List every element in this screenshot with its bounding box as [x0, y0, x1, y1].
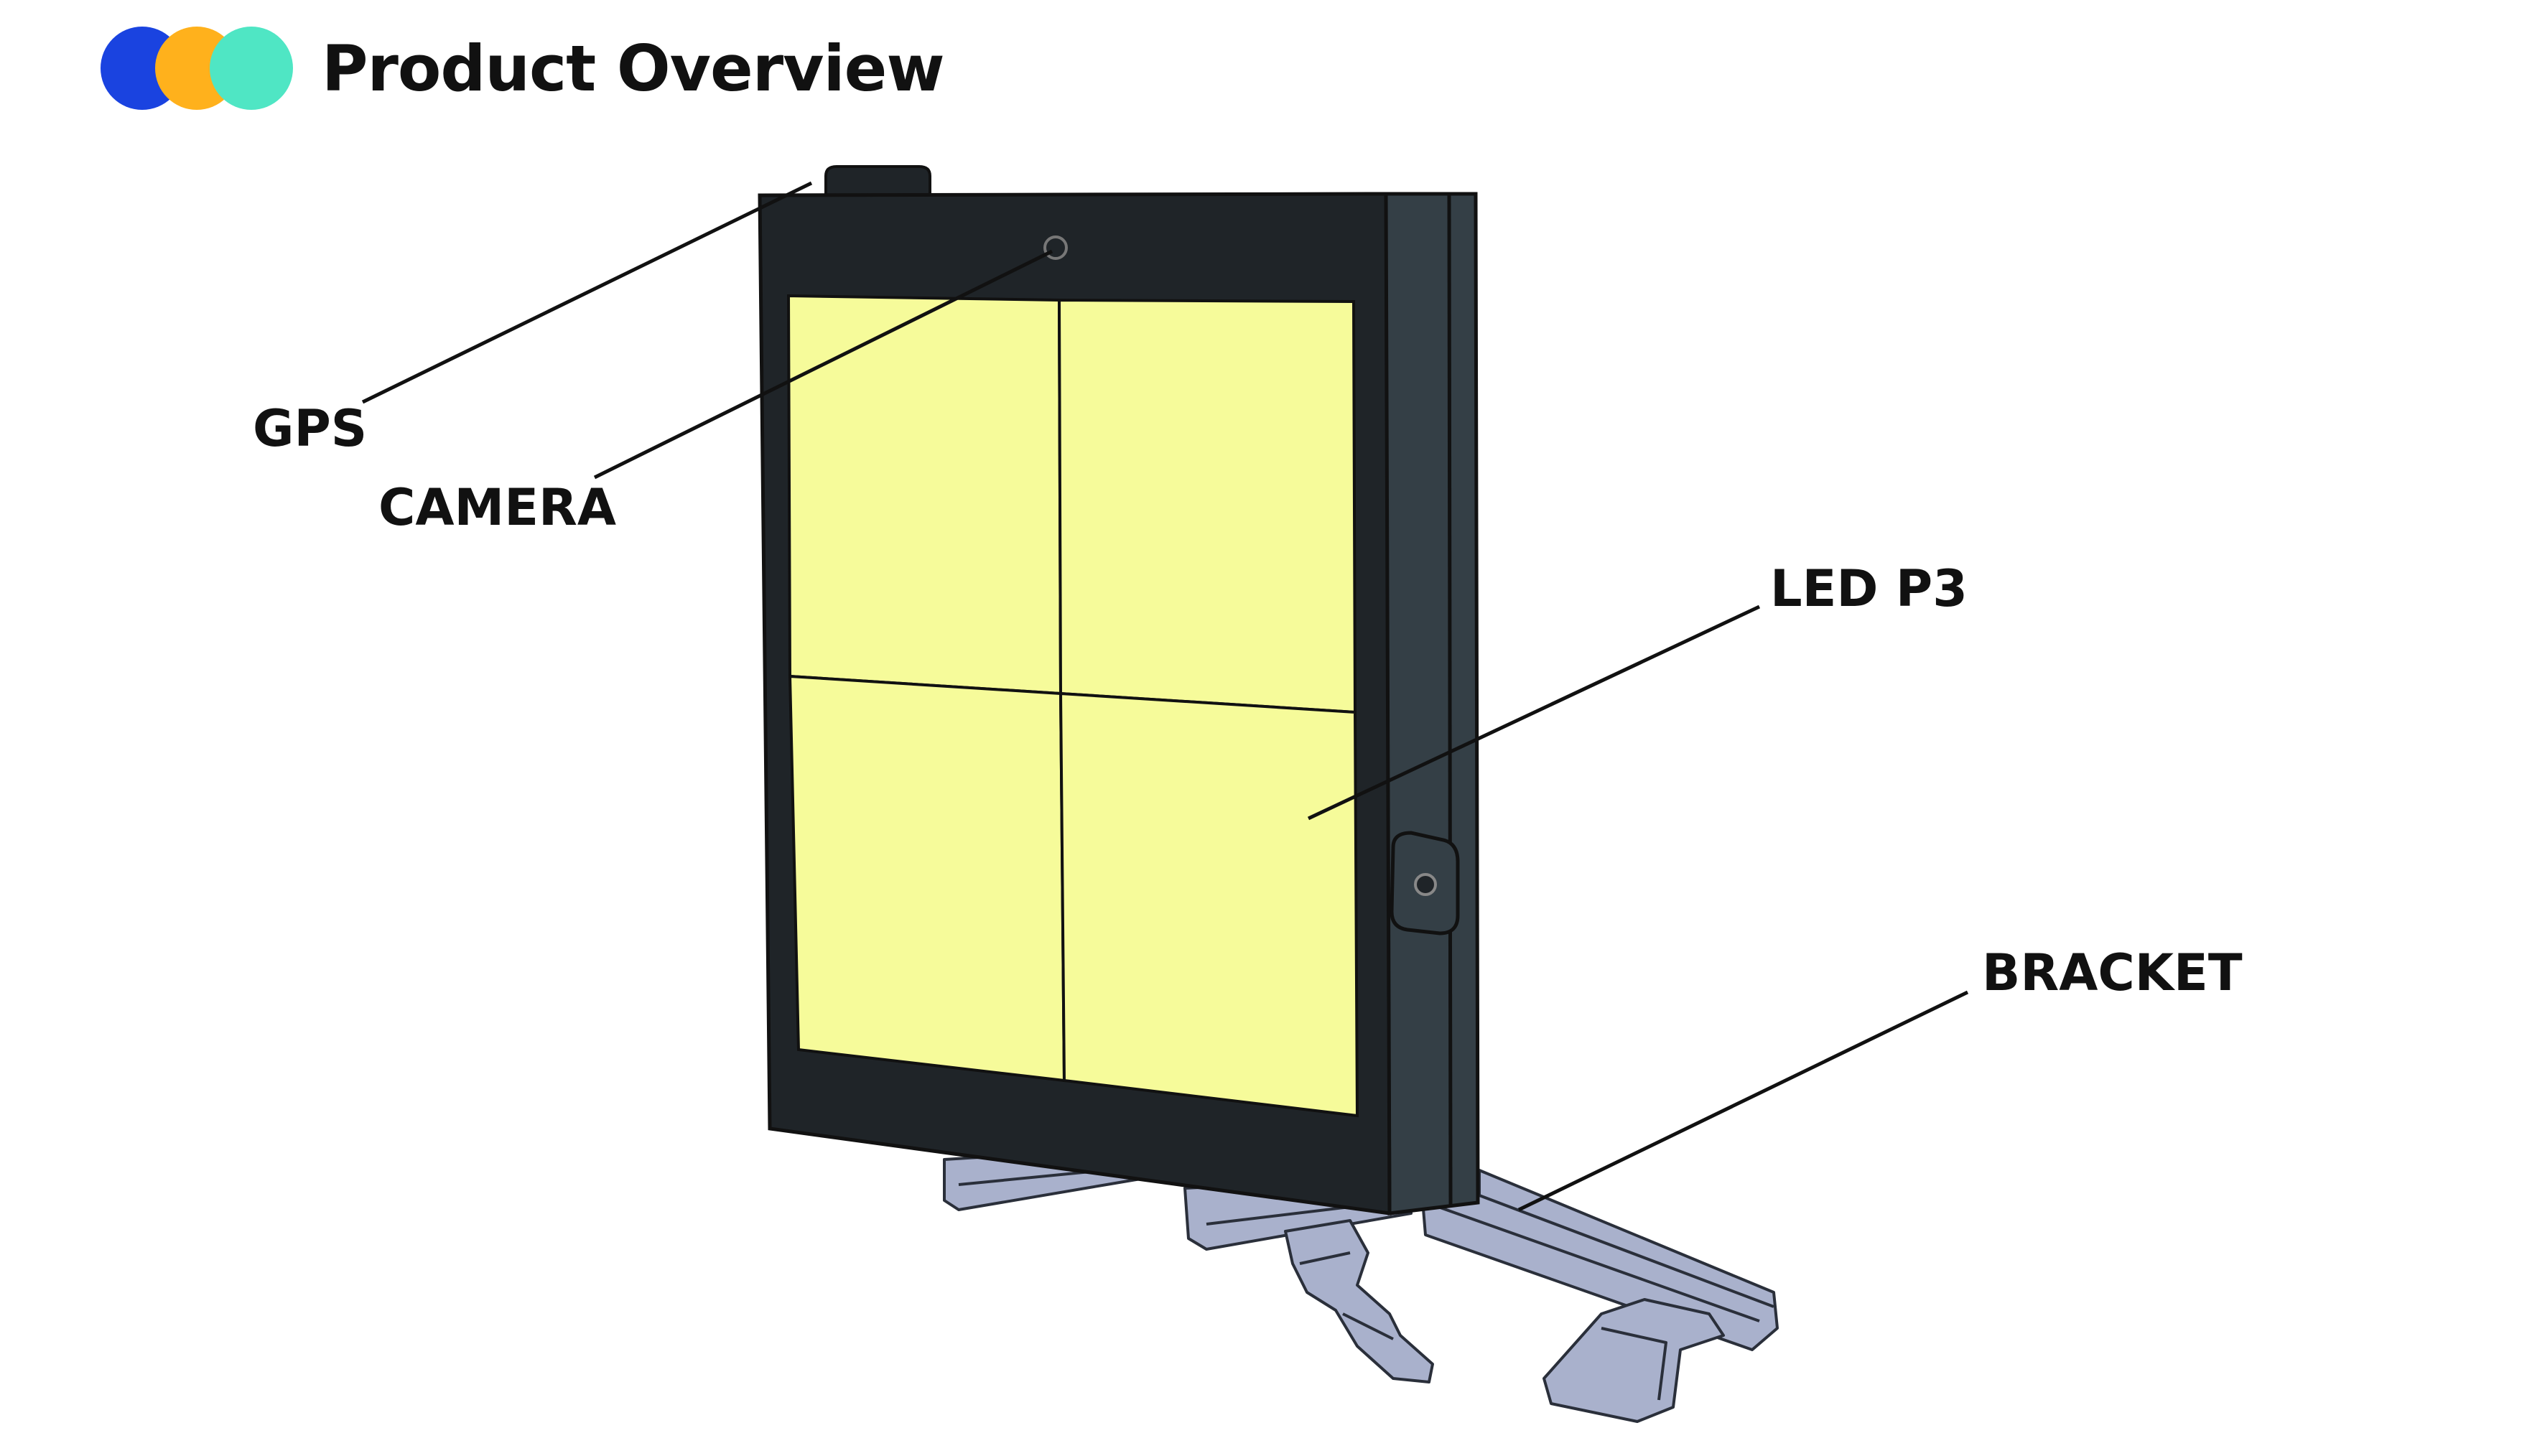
led-screen: [788, 296, 1357, 1116]
screen-tile-bottom-left: [790, 676, 1064, 1081]
panel-side-edge: [1449, 195, 1451, 1205]
page-title: Product Overview: [322, 31, 944, 106]
bracket-clip-middle: [1285, 1221, 1433, 1382]
screen-tile-top-right: [1059, 300, 1355, 712]
camera-label: CAMERA: [378, 478, 617, 537]
bracket-label: BRACKET: [1982, 943, 2243, 1002]
gps-label: GPS: [253, 399, 368, 458]
bracket-hook: [1544, 1299, 1723, 1422]
panel-side: [1385, 194, 1478, 1213]
gps-leader-line: [363, 183, 811, 402]
side-mount-screw: [1415, 874, 1436, 895]
screen-tile-bottom-right: [1061, 694, 1357, 1116]
bracket-leader-line: [1519, 992, 1968, 1210]
gps-module: [826, 167, 930, 197]
screen-tile-top-left: [788, 296, 1061, 694]
led-p3-label: LED P3: [1770, 559, 1968, 618]
